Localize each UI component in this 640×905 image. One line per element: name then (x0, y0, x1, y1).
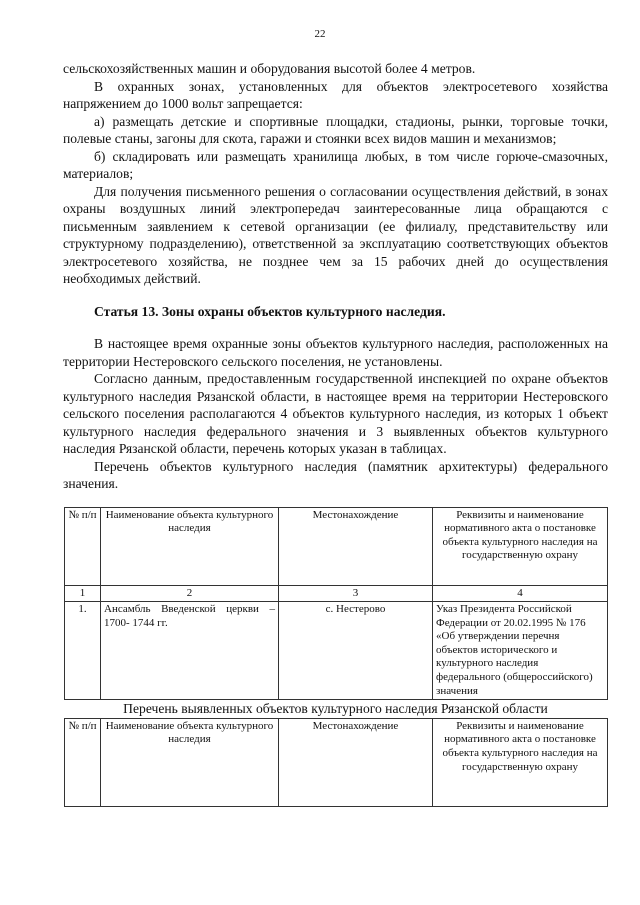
table-cell: 3 (279, 585, 433, 602)
document-body (63, 60, 608, 807)
table-cell: 4 (433, 585, 608, 602)
table-cell: Ансамбль Введенской церкви – 1700- 1744 гг. (101, 602, 279, 700)
table-header-cell: Местонахождение (279, 507, 433, 585)
regional-heritage-table (64, 718, 608, 807)
paragraph-item-a: а) размещать детские и спортивные площадки, стадионы, рынки, торговые точки, полевые станы, загоны для скота, гаражи и стоянки всех видов машин и механизмов; (63, 113, 608, 146)
paragraph-approval: Для получения письменного решения о согласовании осуществления действий, в зонах охраны воздушных линий электропередач заинтересованные лица обращаются с письменным заявлением к сетевой организации (ее филиалу, представительству или структурному подразделению), ответственной за эксплуатацию соответствующих объектов электросетевого хозяйства, не позднее чем за 15 рабочих дней до осуществления необходимых действий. (63, 183, 608, 286)
table-header-row (65, 718, 608, 806)
table-column-numbers-row (65, 585, 608, 602)
table-header-cell: Реквизиты и наименование нормативного акта о постановке объекта культурного наследия на государственную охрану (433, 718, 608, 806)
federal-heritage-table (64, 507, 608, 701)
paragraph-federal-list: Перечень объектов культурного наследия (памятник архитектуры) федерального значения. (63, 458, 608, 491)
paragraph-inspection-data: Согласно данным, предоставленным государственной инспекцией по охране объектов культурного наследия Рязанской области, в настоящее время на территории Нестеровского сельского поселения располагаются 4 объектов культурного наследия, из которых 1 объект культурного наследия федерального значения и 3 выявленных объектов культурного наследия Рязанской области, перечень которых указан в таблицах. (63, 371, 608, 456)
table-cell: с. Нестерово (279, 602, 433, 700)
table-cell: 2 (101, 585, 279, 602)
paragraph-continuation: сельскохозяйственных машин и оборудования высотой более 4 метров. (63, 61, 476, 76)
paragraph-prohibitions-intro: В охранных зонах, установленных для объектов электросетевого хозяйства напряжением до 1000 вольт запрещается: (63, 78, 608, 111)
table-cell: 1 (65, 585, 101, 602)
table-cell: 1. (65, 602, 101, 700)
section-heading: Статья 13. Зоны охраны объектов культурного наследия. (94, 303, 446, 319)
table-header-cell: Реквизиты и наименование нормативного акта о постановке объекта культурного наследия на государственную охрану (433, 507, 608, 585)
paragraph-item-b: б) складировать или размещать хранилища любых, в том числе горюче-смазочных, материалов; (63, 148, 608, 181)
paragraph-zones-status: В настоящее время охранные зоны объектов культурного наследия, расположенных на территории Нестеровского сельского поселения, не установлены. (63, 336, 608, 369)
table-header-cell: Наименование объекта культурного наследия (101, 718, 279, 806)
table-header-cell: № п/п (65, 718, 101, 806)
table-row (65, 602, 608, 700)
table-header-cell: Наименование объекта культурного наследия (101, 507, 279, 585)
page-number: 22 (314, 28, 326, 40)
table-header-cell: № п/п (65, 507, 101, 585)
table2-caption: Перечень выявленных объектов культурного наследия Рязанской области (123, 701, 548, 717)
table-header-cell: Местонахождение (279, 718, 433, 806)
table-header-row (65, 507, 608, 585)
table-cell: Указ Президента Российской Федерации от 20.02.1995 № 176 «Об утверждении перечня объектов исторического и культурного наследия федерального (общероссийского) значения (433, 602, 608, 700)
